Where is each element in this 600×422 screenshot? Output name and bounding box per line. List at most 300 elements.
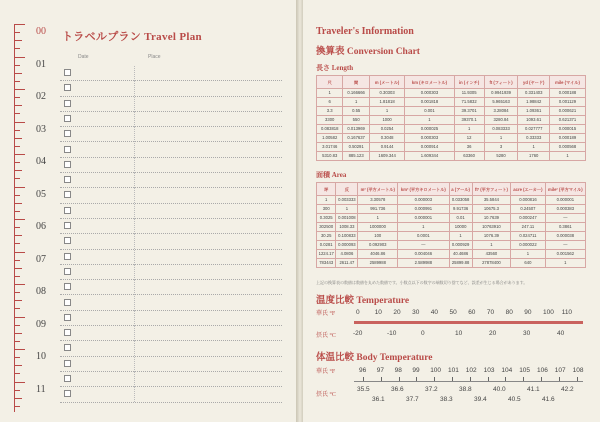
table-cell: 0.621371: [549, 116, 585, 125]
table-cell: 0.000621: [549, 107, 585, 116]
column-divider: [134, 143, 135, 158]
scale-value: -10: [387, 330, 397, 337]
scale-tick: [541, 377, 542, 381]
column-divider: [134, 234, 135, 249]
table-row: [317, 98, 586, 107]
table-cell: 302500: [317, 223, 336, 232]
plan-row[interactable]: [60, 188, 282, 203]
scale-value: 20: [393, 309, 401, 316]
table-row: [317, 116, 586, 125]
checkbox[interactable]: [64, 130, 71, 137]
column-divider: [134, 341, 135, 356]
table-cell: 640: [511, 259, 546, 268]
ruler-tick: [15, 40, 22, 41]
table-cell: 0.013969: [343, 125, 369, 134]
checkbox[interactable]: [64, 115, 71, 122]
table-cell: 1: [336, 205, 358, 214]
column-divider: [134, 311, 135, 326]
checkbox[interactable]: [64, 222, 71, 229]
table-cell: 0.000022: [511, 241, 546, 250]
table-cell: 1093.61: [518, 116, 550, 125]
table-row: [317, 250, 586, 259]
checkbox[interactable]: [64, 299, 71, 306]
table-header-cell: yd (ヤード): [518, 76, 550, 89]
column-divider: [134, 280, 135, 295]
plan-row[interactable]: [60, 372, 282, 387]
fahrenheit-label: 華氏 °F: [316, 311, 336, 317]
table-cell: 10763910: [472, 223, 510, 232]
checkbox[interactable]: [64, 390, 71, 397]
scale-value: 102: [465, 367, 477, 374]
scale-tick: [416, 377, 417, 381]
table-cell: 0.0281: [317, 241, 336, 250]
time-ruler: [14, 24, 24, 412]
table-cell: 0.003333: [336, 196, 358, 205]
info-title: Traveler's Information: [316, 26, 414, 37]
plan-row[interactable]: [60, 173, 282, 188]
table-row: [317, 152, 586, 161]
checkbox[interactable]: [64, 375, 71, 382]
table-row: [317, 143, 586, 152]
column-divider: [134, 127, 135, 142]
plan-row[interactable]: [60, 326, 282, 341]
table-cell: 0.092903: [358, 241, 398, 250]
table-cell: 0.000816: [511, 196, 546, 205]
table-header-cell: 反: [336, 183, 358, 196]
scale-value: 41.6: [542, 396, 555, 403]
table-cell: 0.033058: [449, 196, 472, 205]
table-header-cell: m² (平方メートル): [358, 183, 398, 196]
ruler-tick: [15, 276, 20, 277]
table-cell: 3.30578: [358, 196, 398, 205]
length-title: 長さ Length: [316, 64, 354, 72]
table-cell: 100: [358, 232, 398, 241]
checkbox[interactable]: [64, 314, 71, 321]
table-row: [317, 196, 586, 205]
plan-row[interactable]: [60, 143, 282, 158]
date-column-header: Date: [78, 54, 89, 60]
ruler-tick: [15, 57, 25, 58]
scale-value: 60: [468, 309, 476, 316]
ruler-tick: [15, 211, 20, 212]
place-column-header: Place: [148, 54, 161, 60]
table-cell: 1: [545, 259, 585, 268]
checkbox[interactable]: [64, 253, 71, 260]
scale-value: 36.6: [391, 386, 404, 393]
table-cell: 0.9941939: [484, 89, 518, 98]
checkbox[interactable]: [64, 207, 71, 214]
plan-row[interactable]: [60, 234, 282, 249]
table-cell: 10000: [449, 223, 472, 232]
body-scale-bar: [354, 381, 583, 382]
scale-value: 99: [412, 367, 420, 374]
table-cell: 1: [454, 125, 484, 134]
table-cell: 991.736: [358, 205, 398, 214]
table-cell: 0.001562: [545, 250, 585, 259]
scale-value: 40: [557, 330, 565, 337]
ruler-tick: [15, 154, 25, 155]
checkbox[interactable]: [64, 344, 71, 351]
travel-plan-title: トラベルプラン Travel Plan: [62, 31, 202, 43]
table-cell: 0.001: [405, 107, 454, 116]
body-celsius-label: 摂氏 °C: [316, 392, 336, 398]
ruler-tick: [15, 357, 20, 358]
area-table: [316, 182, 586, 268]
table-cell: 39370.1: [454, 116, 484, 125]
scale-value: 96: [359, 367, 367, 374]
scale-tick: [452, 377, 453, 381]
table-row: [317, 134, 586, 143]
table-cell: —: [545, 214, 585, 223]
table-cell: 0.083818: [317, 125, 343, 134]
table-cell: 25899.88: [449, 259, 472, 268]
plan-row[interactable]: [60, 158, 282, 173]
table-cell: 0.000015: [549, 125, 585, 134]
table-cell: 0.001818: [405, 98, 454, 107]
scale-value: 90: [524, 309, 532, 316]
scale-value: 0: [356, 309, 360, 316]
plan-row[interactable]: [60, 357, 282, 372]
table-cell: 40.4686: [449, 250, 472, 259]
scale-value: 97: [376, 367, 385, 374]
travelers-information-page: [303, 0, 600, 422]
scale-value: 70: [486, 309, 495, 316]
ruler-tick: [15, 341, 20, 342]
table-row: [317, 107, 586, 116]
column-divider: [134, 112, 135, 127]
table-cell: 247.11: [511, 223, 546, 232]
ruler-tick: [15, 227, 20, 228]
checkbox[interactable]: [64, 283, 71, 290]
table-cell: 1.09361: [518, 107, 550, 116]
scale-value: 20: [489, 330, 497, 337]
table-cell: 1.00582: [317, 134, 343, 143]
table-cell: 0.000189: [549, 134, 585, 143]
ruler-tick: [15, 162, 20, 163]
checkbox[interactable]: [64, 360, 71, 367]
scale-value: 37.7: [406, 396, 419, 403]
table-cell: 12: [454, 134, 484, 143]
table-cell: 3280.84: [484, 116, 518, 125]
table-cell: 1: [472, 241, 510, 250]
table-cell: 0.000001: [545, 196, 585, 205]
scale-value: 42.2: [561, 386, 574, 393]
plan-row[interactable]: [60, 311, 282, 326]
table-cell: 71.5832: [454, 98, 484, 107]
table-cell: 0.000001: [398, 214, 449, 223]
ruler-tick: [15, 138, 22, 139]
ruler-tick: [15, 349, 25, 350]
area-title: 面積 Area: [316, 171, 347, 179]
scale-value: 30: [523, 330, 531, 337]
table-cell: 1: [358, 214, 398, 223]
scale-value: 103: [483, 367, 495, 374]
ruler-tick: [15, 252, 25, 253]
ruler-tick: [15, 268, 22, 269]
ruler-tick: [15, 65, 20, 66]
plan-row[interactable]: [60, 296, 282, 311]
conversion-chart-title: 換算表 Conversion Chart: [316, 47, 420, 57]
plan-row[interactable]: [60, 387, 282, 402]
scale-value: 40.5: [508, 396, 521, 403]
table-cell: 1: [449, 232, 472, 241]
ruler-tick: [15, 89, 25, 90]
scale-tick: [363, 377, 364, 381]
table-header-cell: mile (マイル): [549, 76, 585, 89]
ruler-number: 09: [36, 318, 46, 330]
ruler-tick: [15, 260, 20, 261]
ruler-tick: [15, 146, 20, 147]
table-cell: 550: [343, 116, 369, 125]
column-divider: [134, 250, 135, 265]
table-header-cell: acre (エーカー): [511, 183, 546, 196]
table-cell: 1: [511, 250, 546, 259]
checkbox[interactable]: [64, 329, 71, 336]
checkbox[interactable]: [64, 237, 71, 244]
table-cell: 5280: [484, 152, 518, 161]
ruler-number: 11: [36, 383, 46, 395]
table-cell: 1: [549, 152, 585, 161]
scale-tick: [577, 377, 578, 381]
ruler-tick: [15, 325, 20, 326]
table-cell: 0.000914: [405, 143, 454, 152]
checkbox[interactable]: [64, 176, 71, 183]
table-note: 上記の換算表の数値は数値を丸めた数値です。小数点以下の数字の端数切り捨てなど、誤差が生じる場合があります。: [316, 280, 528, 285]
scale-value: 10: [374, 309, 382, 316]
ruler-number: 01: [36, 58, 46, 70]
scale-value: 38.8: [459, 386, 472, 393]
table-cell: 5.965163: [484, 98, 518, 107]
table-cell: 36: [454, 143, 484, 152]
plan-row[interactable]: [60, 341, 282, 356]
body-temperature-title: 体温比較 Body Temperature: [316, 353, 433, 363]
scale-value: 36.1: [372, 396, 385, 403]
scale-value: 10: [455, 330, 463, 337]
table-row: [317, 205, 586, 214]
ruler-tick: [15, 308, 20, 309]
table-cell: 1: [484, 134, 518, 143]
column-divider: [134, 188, 135, 203]
scale-value: 110: [561, 309, 573, 316]
table-cell: 4046.86: [358, 250, 398, 259]
table-cell: 0.000383: [545, 205, 585, 214]
plan-row[interactable]: [60, 219, 282, 234]
table-cell: 0.3861: [545, 223, 585, 232]
ruler-tick: [15, 292, 20, 293]
ruler-tick: [15, 97, 20, 98]
checkbox[interactable]: [64, 146, 71, 153]
table-cell: 0.55: [343, 107, 369, 116]
table-cell: 1.98842: [518, 98, 550, 107]
ruler-tick: [15, 203, 22, 204]
column-divider: [134, 326, 135, 341]
checkbox[interactable]: [64, 100, 71, 107]
table-cell: 0.000038: [545, 232, 585, 241]
scale-tick: [381, 377, 382, 381]
table-cell: 0.000991: [398, 205, 449, 214]
ruler-tick: [15, 333, 22, 334]
checkbox[interactable]: [64, 191, 71, 198]
table-cell: 0.027777: [518, 125, 550, 134]
ruler-number: 02: [36, 91, 46, 102]
table-cell: 0.000025: [405, 125, 454, 134]
column-divider: [134, 66, 135, 81]
ruler-number: 10: [36, 351, 46, 362]
plan-row[interactable]: [60, 204, 282, 219]
scale-tick: [434, 377, 435, 381]
table-header-cell: ft² (平方フィート): [472, 183, 510, 196]
table-cell: 2.589988: [398, 259, 449, 268]
table-cell: 3: [484, 143, 518, 152]
table-row: [317, 259, 586, 268]
table-cell: 0.167637: [343, 134, 369, 143]
ruler-number: 04: [36, 156, 46, 167]
table-cell: 0.000093: [336, 241, 358, 250]
table-cell: 30.25: [317, 232, 336, 241]
table-cell: 0.33333: [518, 134, 550, 143]
table-cell: 0.50291: [343, 143, 369, 152]
scale-value: 105: [519, 367, 531, 374]
table-cell: 6: [317, 98, 343, 107]
table-cell: —: [398, 241, 449, 250]
plan-row[interactable]: [60, 81, 282, 96]
table-row: [317, 214, 586, 223]
column-divider: [134, 219, 135, 234]
table-cell: 0.01: [449, 214, 472, 223]
ruler-tick: [15, 48, 20, 49]
table-cell: 1008.33: [336, 223, 358, 232]
column-divider: [134, 173, 135, 188]
table-cell: 0.000568: [549, 143, 585, 152]
table-cell: 0.166666: [343, 89, 369, 98]
scale-value: 98: [394, 367, 402, 374]
column-divider: [134, 387, 135, 402]
plan-row[interactable]: [60, 66, 282, 81]
table-cell: 0.000303: [405, 134, 454, 143]
ruler-tick: [15, 243, 20, 244]
table-header-cell: 間: [343, 76, 369, 89]
table-cell: 1: [317, 89, 343, 98]
column-divider: [134, 158, 135, 173]
scale-tick: [488, 377, 489, 381]
ruler-tick: [15, 382, 25, 383]
plan-row[interactable]: [60, 250, 282, 265]
table-cell: 1609.344: [369, 152, 404, 161]
ruler-tick: [15, 81, 20, 82]
table-cell: 4.0806: [336, 250, 358, 259]
table-cell: 1: [343, 98, 369, 107]
ruler-tick: [15, 219, 25, 220]
table-cell: 3.28084: [484, 107, 518, 116]
ruler-tick: [15, 105, 22, 106]
table-header-cell: m (メートル): [369, 76, 404, 89]
table-cell: 1: [405, 116, 454, 125]
table-cell: 10675.3: [472, 205, 510, 214]
table-cell: 783443: [317, 259, 336, 268]
temperature-title: 温度比較 Temperature: [316, 296, 410, 306]
table-cell: 1.81818: [369, 98, 404, 107]
scale-value: -20: [353, 330, 363, 337]
table-cell: 2611.47: [336, 259, 358, 268]
table-cell: 0.000247: [511, 214, 546, 223]
plan-row[interactable]: [60, 280, 282, 295]
table-cell: 0.24507: [511, 205, 546, 214]
checkbox[interactable]: [64, 69, 71, 76]
plan-row[interactable]: [60, 112, 282, 127]
table-cell: 1: [369, 107, 404, 116]
plan-row[interactable]: [60, 97, 282, 112]
ruler-tick: [15, 406, 20, 407]
plan-row[interactable]: [60, 265, 282, 280]
table-cell: 0.000929: [449, 241, 472, 250]
scale-value: 30: [412, 309, 420, 316]
table-cell: 5310.83: [317, 152, 343, 161]
table-cell: 3.3: [317, 107, 343, 116]
ruler-tick: [15, 300, 22, 301]
table-cell: 1.609344: [405, 152, 454, 161]
table-cell: 1: [518, 143, 550, 152]
table-cell: 1: [398, 223, 449, 232]
ruler-number: 07: [36, 253, 46, 265]
ruler-number: 05: [36, 188, 46, 200]
table-cell: 1000: [369, 116, 404, 125]
ruler-tick: [15, 24, 25, 25]
scale-value: 101: [448, 367, 459, 374]
scale-value: 39.4: [474, 396, 487, 403]
scale-tick: [505, 377, 506, 381]
ruler-number: 08: [36, 286, 46, 297]
table-cell: 0.100833: [336, 232, 358, 241]
table-cell: 0.000303: [405, 89, 454, 98]
ruler-tick: [15, 235, 22, 236]
scale-value: 107: [554, 367, 566, 374]
ruler-tick: [15, 178, 20, 179]
column-divider: [134, 97, 135, 112]
table-cell: 0.9144: [369, 143, 404, 152]
ruler-tick: [15, 73, 22, 74]
table-header-cell: a (アール): [449, 183, 472, 196]
ruler-tick: [15, 284, 25, 285]
ruler-tick: [15, 32, 20, 33]
table-cell: 885.123: [343, 152, 369, 161]
column-divider: [134, 265, 135, 280]
scale-value: 0: [421, 330, 425, 337]
scale-value: 104: [501, 367, 513, 374]
plan-row[interactable]: [60, 127, 282, 142]
length-table: [316, 75, 586, 161]
scale-value: 100: [543, 309, 554, 316]
checkbox[interactable]: [64, 161, 71, 168]
table-cell: 3300: [317, 116, 343, 125]
temperature-scale-bar: [354, 321, 583, 324]
column-divider: [134, 296, 135, 311]
ruler-tick: [15, 390, 20, 391]
table-row: [317, 232, 586, 241]
table-cell: 300: [317, 205, 336, 214]
checkbox[interactable]: [64, 268, 71, 275]
scale-value: 108: [572, 367, 584, 374]
ruler-tick: [15, 365, 22, 366]
checkbox[interactable]: [64, 84, 71, 91]
column-divider: [134, 357, 135, 372]
table-row: [317, 241, 586, 250]
scale-value: 106: [537, 367, 548, 374]
ruler-tick: [15, 122, 25, 123]
scale-value: 100: [430, 367, 442, 374]
table-cell: 11.9305: [454, 89, 484, 98]
table-cell: 0.3025: [317, 214, 336, 223]
ruler-tick: [15, 195, 20, 196]
